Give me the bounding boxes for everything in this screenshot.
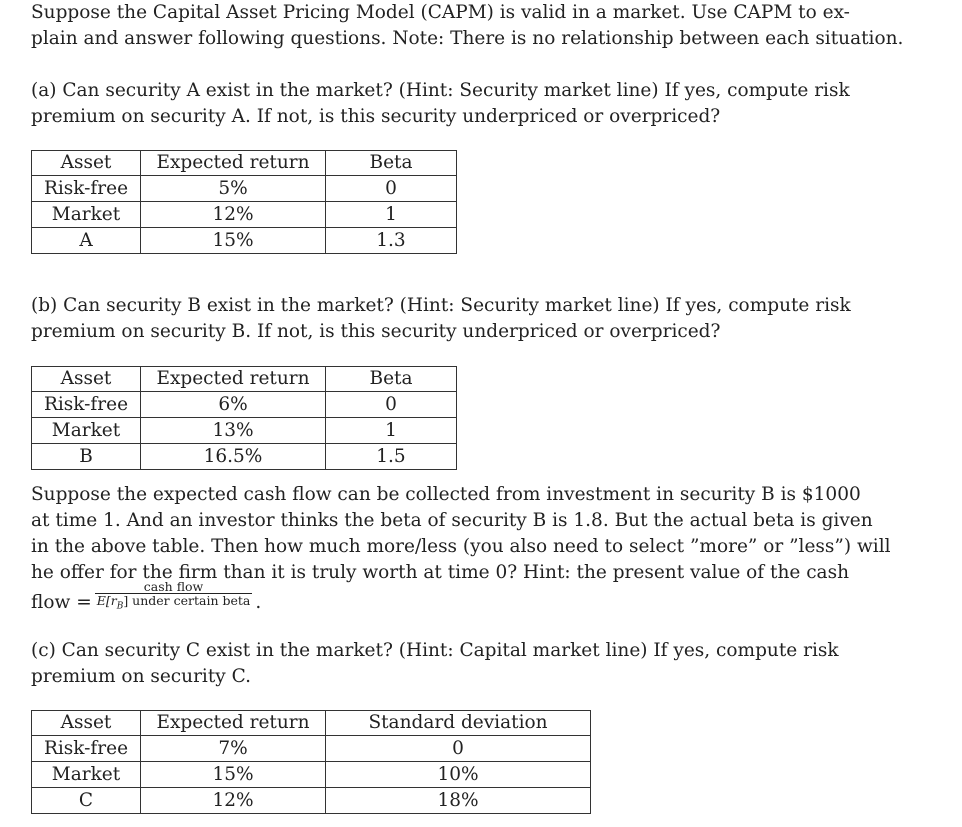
table-row	[32, 202, 457, 228]
table-row	[32, 418, 457, 444]
table-b-header-row	[32, 367, 457, 392]
table-cell: 13%	[141, 418, 326, 444]
part-a-question-line-2: premium on security A. If not, is this security underpriced or overpriced?	[31, 106, 721, 127]
part-b-followup-line-5	[31, 579, 876, 620]
table-c-header-row	[32, 711, 591, 736]
part-b-question-line-1: (b) Can security B exist in the market? (Hint: Security market line) If yes, compute risk	[31, 295, 851, 316]
part-b-question-line-2: premium on security B. If not, is this security underpriced or overpriced?	[31, 321, 721, 342]
table-c-header-stddev: Standard deviation	[326, 711, 591, 736]
table-b-header-return: Expected return	[141, 367, 326, 392]
table-cell: 7%	[141, 736, 326, 762]
table-cell: 15%	[141, 762, 326, 788]
table-cell: Market	[32, 418, 141, 444]
table-cell: 16.5%	[141, 444, 326, 470]
table-cell: 18%	[326, 788, 591, 814]
table-c-header-asset: Asset	[32, 711, 141, 736]
flow-equals-text: flow =	[31, 591, 92, 613]
expected-return-subscript: B	[116, 601, 124, 612]
table-row	[32, 444, 457, 470]
table-b-header-asset: Asset	[32, 367, 141, 392]
sentence-end-period: .	[255, 591, 262, 613]
table-cell: 0	[326, 176, 457, 202]
table-b	[31, 366, 457, 470]
table-cell: 0	[326, 736, 591, 762]
table-cell: 10%	[326, 762, 591, 788]
table-cell: 12%	[141, 788, 326, 814]
table-cell: B	[32, 444, 141, 470]
table-cell: Risk-free	[32, 176, 141, 202]
table-row	[32, 788, 591, 814]
table-c-header-return: Expected return	[141, 711, 326, 736]
table-cell: 1.5	[326, 444, 457, 470]
table-a-header-return: Expected return	[141, 151, 326, 176]
table-cell: 15%	[141, 228, 326, 254]
table-cell: 6%	[141, 392, 326, 418]
table-cell: Risk-free	[32, 736, 141, 762]
table-cell: 1.3	[326, 228, 457, 254]
part-b-followup-line-1: Suppose the expected cash flow can be collected from investment in security B is $1000	[31, 484, 861, 505]
table-row	[32, 228, 457, 254]
part-c-question-line-2: premium on security C.	[31, 666, 251, 687]
part-a-question	[31, 78, 876, 130]
part-b-question	[31, 293, 876, 345]
table-a	[31, 150, 457, 254]
part-c-question	[31, 638, 876, 690]
table-cell: A	[32, 228, 141, 254]
table-cell: 0	[326, 392, 457, 418]
table-cell: Market	[32, 202, 141, 228]
table-cell: 5%	[141, 176, 326, 202]
table-cell: Market	[32, 762, 141, 788]
part-b-followup	[31, 482, 891, 620]
table-row	[32, 736, 591, 762]
fraction-denominator-rest: ] under certain beta	[123, 593, 251, 608]
table-cell: 1	[326, 418, 457, 444]
part-c-question-line-1: (c) Can security C exist in the market? (Hint: Capital market line) If yes, compute risk	[31, 640, 839, 661]
part-a-question-line-1: (a) Can security A exist in the market? (Hint: Security market line) If yes, compute risk	[31, 80, 850, 101]
part-b-followup-line-2: at time 1. And an investor thinks the beta of security B is 1.8. But the actual beta is given	[31, 510, 873, 531]
table-cell: 12%	[141, 202, 326, 228]
table-b-header-beta: Beta	[326, 367, 457, 392]
fraction-denominator	[95, 593, 253, 614]
table-a-header-asset: Asset	[32, 151, 141, 176]
table-cell: C	[32, 788, 141, 814]
table-cell: Risk-free	[32, 392, 141, 418]
table-row	[32, 392, 457, 418]
table-row	[32, 176, 457, 202]
intro-line-2: plain and answer following questions. Note: There is no relationship between each situation.	[31, 28, 904, 49]
table-a-header-row	[32, 151, 457, 176]
fraction-numerator: cash flow	[143, 579, 204, 594]
table-a-header-beta: Beta	[326, 151, 457, 176]
table-cell: 1	[326, 202, 457, 228]
table-c	[31, 710, 591, 814]
part-b-followup-line-3: in the above table. Then how much more/less (you also need to select ”more” or ”less”) will	[31, 536, 891, 557]
intro-line-1: Suppose the Capital Asset Pricing Model (CAPM) is valid in a market. Use CAPM to ex-	[31, 2, 850, 23]
expected-return-symbol: E[r	[96, 593, 117, 608]
intro-paragraph	[31, 0, 904, 52]
table-row	[32, 762, 591, 788]
part-b-followup-line-4: he offer for the firm than it is truly worth at time 0? Hint: the present value of the cash	[31, 562, 849, 583]
present-value-fraction	[95, 580, 253, 614]
